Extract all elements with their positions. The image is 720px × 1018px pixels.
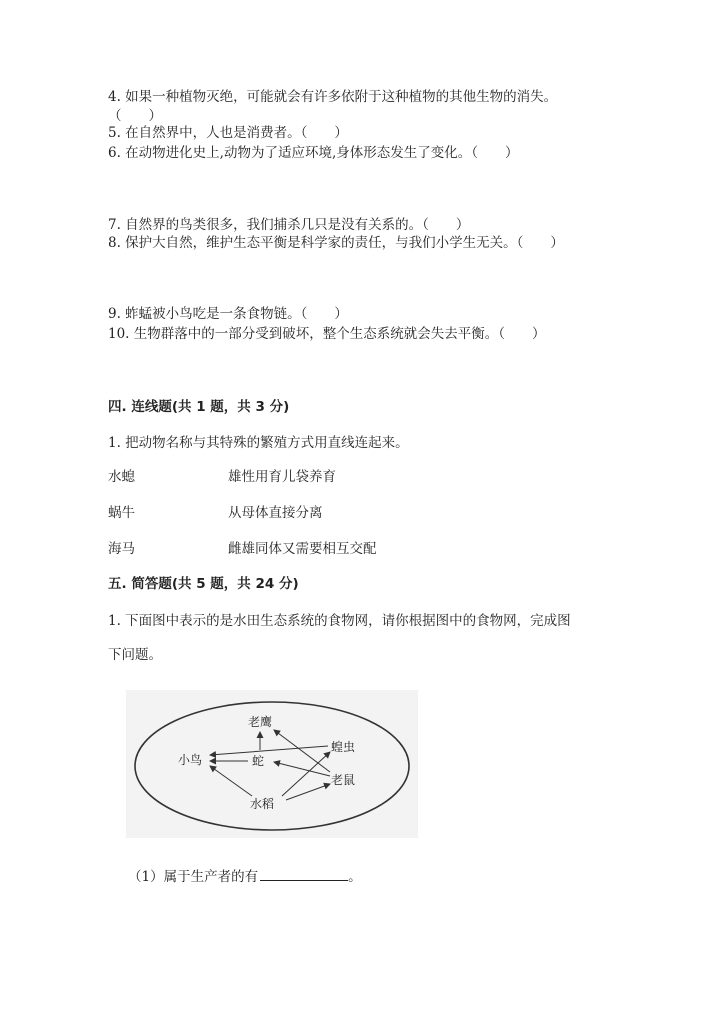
animal-hydra: 水螅 — [108, 469, 135, 485]
question-4: 4. 如果一种植物灭绝，可能就会有许多依附于这种植物的其他生物的消失。 — [108, 89, 558, 105]
arrow-rice-to-bird — [210, 766, 252, 796]
section-5-question-line-2: 下问题。 — [108, 647, 162, 663]
question-5: 5. 在自然界中，人也是消费者。（ ） — [108, 125, 348, 141]
section-5-heading: 五. 简答题(共 5 题，共 24 分) — [108, 576, 299, 592]
question-10: 10. 生物群落中的一部分受到破坏，整个生态系统就会失去平衡。（ ） — [108, 326, 546, 342]
sub-question-1-period: 。 — [348, 869, 362, 885]
food-web-diagram — [126, 690, 418, 838]
section-4-question: 1. 把动物名称与其特殊的繁殖方式用直线连起来。 — [108, 435, 409, 451]
node-mouse: 老鼠 — [331, 773, 356, 787]
question-9: 9. 蚱蜢被小鸟吃是一条食物链。（ ） — [108, 306, 348, 322]
method-budding: 从母体直接分离 — [228, 505, 323, 521]
arrow-locust-to-bird — [210, 746, 328, 755]
arrow-mouse-to-eagle — [274, 730, 330, 772]
node-bird: 小鸟 — [178, 753, 203, 767]
sub-question-1-text: （1）属于生产者的有 — [128, 869, 259, 885]
method-brood-pouch: 雄性用育儿袋养育 — [228, 469, 336, 485]
sub-question-1 — [128, 866, 362, 886]
node-snake: 蛇 — [252, 754, 265, 768]
section-5-question-line-1: 1. 下面图中表示的是水田生态系统的食物网，请你根据图中的食物网，完成图 — [108, 613, 571, 629]
question-7: 7. 自然界的鸟类很多，我们捕杀几只是没有关系的。（ ） — [108, 217, 470, 233]
question-6: 6. 在动物进化史上,动物为了适应环境,身体形态发生了变化。（ ） — [108, 145, 519, 161]
question-4-answer-paren[interactable]: （ ） — [108, 108, 162, 124]
question-8: 8. 保护大自然，维护生态平衡是科学家的责任，与我们小学生无关。（ ） — [108, 235, 564, 251]
node-locust: 蝗虫 — [331, 740, 356, 754]
answer-blank-producers[interactable] — [260, 866, 348, 881]
node-rice: 水稻 — [250, 797, 275, 811]
method-hermaphrodite: 雌雄同体又需要相互交配 — [228, 541, 377, 557]
arrow-mouse-to-snake — [274, 762, 330, 776]
animal-seahorse: 海马 — [108, 541, 135, 557]
node-eagle: 老鹰 — [248, 715, 273, 729]
section-4-heading: 四. 连线题(共 1 题，共 3 分) — [108, 399, 290, 415]
animal-snail: 蜗牛 — [108, 505, 135, 521]
